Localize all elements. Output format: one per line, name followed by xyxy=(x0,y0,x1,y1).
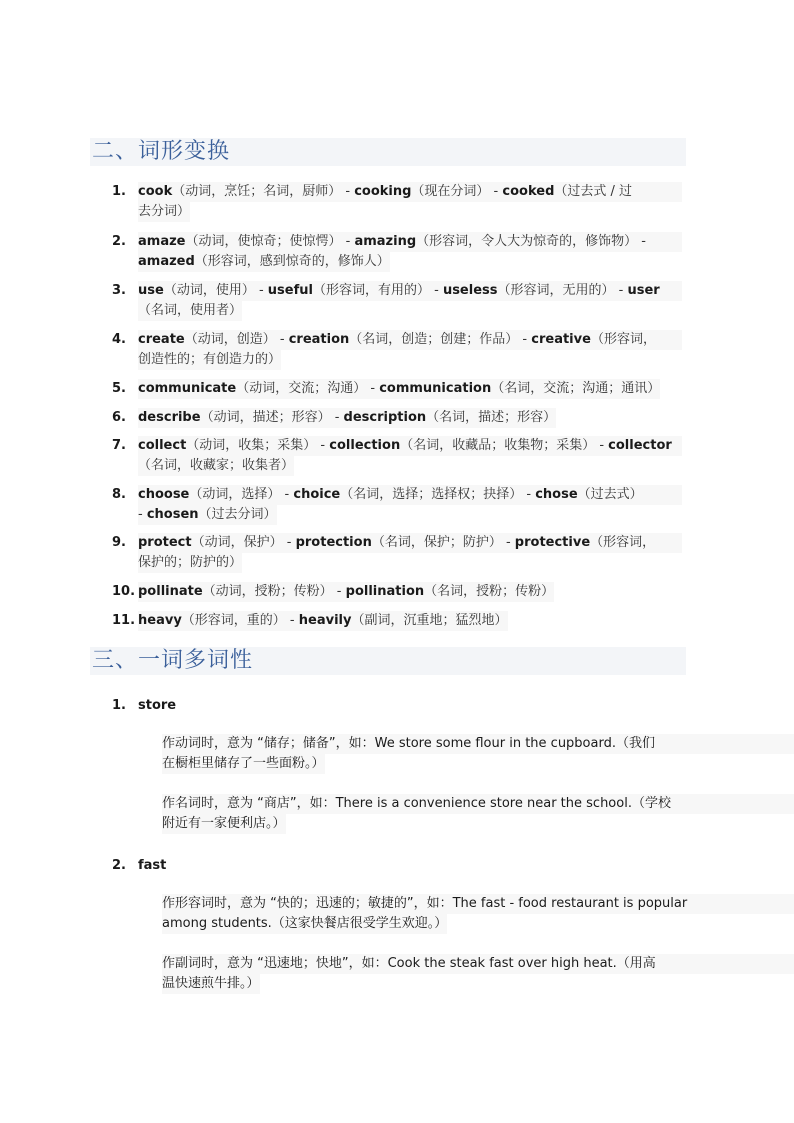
word-form: useful xyxy=(267,283,313,298)
word-gloss: 去分词） xyxy=(138,204,191,219)
word-form: collect xyxy=(138,438,187,453)
item-body xyxy=(138,281,682,321)
item-line xyxy=(138,202,190,222)
item-number: 5. xyxy=(112,381,126,396)
item-body xyxy=(138,436,682,476)
item-number: 7. xyxy=(112,438,126,453)
usage-line: 附近有一家便利店。） xyxy=(162,814,286,834)
word-gloss: （名词，使用者） xyxy=(138,303,243,318)
word-form: protection xyxy=(295,535,372,550)
usage-line: among students.（这家快餐店很受学生欢迎。） xyxy=(162,914,447,934)
item-line xyxy=(138,553,242,573)
word-gloss: （动词，交流；沟通） - xyxy=(236,381,380,396)
word-gloss: （形容词，无用的） - xyxy=(497,283,628,298)
item-line xyxy=(138,301,242,321)
word-gloss: （动词，选择） - xyxy=(189,487,294,502)
word-form: cooking xyxy=(354,184,412,199)
item-line xyxy=(138,485,682,505)
word-gloss: （形容词，有用的） - xyxy=(312,283,443,298)
entry-heading xyxy=(112,696,176,716)
word-gloss: 创造性的；有创造力的） xyxy=(138,352,282,367)
section-heading-multi-pos: 三、一词多词性 xyxy=(90,647,686,675)
entry-heading xyxy=(112,856,166,876)
entry-word: fast xyxy=(138,858,167,873)
item-line xyxy=(138,182,682,202)
item-number: 2. xyxy=(112,234,126,249)
item-body xyxy=(138,582,682,602)
section-heading-word-forms: 二、词形变换 xyxy=(90,138,686,166)
entry-word: store xyxy=(138,698,177,713)
word-form-item xyxy=(112,232,682,272)
word-form: collector xyxy=(608,438,672,453)
item-body xyxy=(138,485,682,525)
usage-line: 温快速煎牛排。） xyxy=(162,974,260,994)
entry-number: 1. xyxy=(112,698,126,713)
word-form: use xyxy=(138,283,164,298)
item-number: 9. xyxy=(112,535,126,550)
usage-line: 作名词时，意为 “商店”，如：There is a convenience store near the school.（学校 xyxy=(162,794,794,814)
word-form: communication xyxy=(379,381,492,396)
word-gloss: （形容词，重的） - xyxy=(181,613,299,628)
item-line xyxy=(138,252,390,272)
word-gloss: （动词，授粉；传粉） - xyxy=(202,584,346,599)
item-line xyxy=(138,379,660,399)
item-line xyxy=(138,330,682,350)
item-number: 6. xyxy=(112,410,126,425)
word-form: choice xyxy=(293,487,341,502)
word-gloss: - xyxy=(138,507,147,522)
word-form: heavily xyxy=(298,613,352,628)
word-form: description xyxy=(343,410,427,425)
word-gloss: （名词，保护；防护） - xyxy=(371,535,515,550)
word-gloss: （过去分词） xyxy=(198,507,277,522)
word-form: cook xyxy=(138,184,173,199)
word-gloss: （过去式） xyxy=(577,487,643,502)
word-gloss: （名词，交流；沟通；通讯） xyxy=(491,381,661,396)
word-form: cooked xyxy=(502,184,555,199)
word-form-item xyxy=(112,330,682,370)
word-gloss: （形容词， xyxy=(590,535,656,550)
word-form: heavy xyxy=(138,613,182,628)
usage-example xyxy=(162,734,794,774)
item-line xyxy=(138,505,277,525)
word-gloss: （动词，烹饪；名词，厨师） - xyxy=(172,184,355,199)
word-gloss: （动词，创造） - xyxy=(184,332,289,347)
word-form: choose xyxy=(138,487,190,502)
word-gloss: （过去式 / 过 xyxy=(554,184,633,199)
word-form-item xyxy=(112,182,682,222)
item-body xyxy=(138,533,682,573)
word-gloss: （动词，使用） - xyxy=(163,283,268,298)
word-form: amaze xyxy=(138,234,186,249)
item-line xyxy=(138,281,682,301)
word-form: amazed xyxy=(138,254,195,269)
word-form: protect xyxy=(138,535,192,550)
item-number: 1. xyxy=(112,184,126,199)
word-form: protective xyxy=(514,535,591,550)
word-form: create xyxy=(138,332,185,347)
word-form-item xyxy=(112,533,682,573)
word-form: amazing xyxy=(354,234,417,249)
word-gloss: 保护的；防护的） xyxy=(138,555,243,570)
item-line xyxy=(138,456,294,476)
word-gloss: （动词，使惊奇；使惊愕） - xyxy=(185,234,355,249)
word-gloss: （动词，收集；采集） - xyxy=(186,438,330,453)
word-gloss: （名词，授粉；传粉） xyxy=(424,584,555,599)
item-body xyxy=(138,408,682,428)
word-gloss: （动词，描述；形容） - xyxy=(200,410,344,425)
item-line xyxy=(138,582,554,602)
usage-line: 作副词时，意为 “迅速地；快地”，如：Cook the steak fast over high heat.（用高 xyxy=(162,954,794,974)
usage-line: 作形容词时，意为 “快的；迅速的；敏捷的”，如：The fast - food restaurant is popular xyxy=(162,894,794,914)
item-line xyxy=(138,436,682,456)
word-gloss: （形容词， xyxy=(590,332,656,347)
word-form: useless xyxy=(442,283,498,298)
word-gloss: （名词，选择；选择权；抉择） - xyxy=(340,487,536,502)
word-form: creative xyxy=(531,332,591,347)
item-body xyxy=(138,611,682,631)
word-gloss: （动词，保护） - xyxy=(191,535,296,550)
item-line xyxy=(138,350,281,370)
word-form-item xyxy=(112,485,682,525)
word-form-item xyxy=(112,379,682,399)
usage-example xyxy=(162,954,794,994)
usage-line: 在橱柜里储存了一些面粉。） xyxy=(162,754,325,774)
word-form: describe xyxy=(138,410,201,425)
item-number: 8. xyxy=(112,487,126,502)
item-body xyxy=(138,232,682,272)
item-number: 3. xyxy=(112,283,126,298)
word-form-item xyxy=(112,408,682,428)
item-number: 4. xyxy=(112,332,126,347)
item-line xyxy=(138,408,556,428)
item-body xyxy=(138,379,682,399)
word-form-item xyxy=(112,582,682,602)
item-line xyxy=(138,533,682,553)
word-form: chose xyxy=(535,487,578,502)
word-gloss: （名词，描述；形容） xyxy=(426,410,557,425)
item-number: 11. xyxy=(112,613,136,628)
word-form: chosen xyxy=(146,507,199,522)
word-gloss: （名词，创造；创建；作品） - xyxy=(349,332,532,347)
word-gloss: （形容词，令人大为惊奇的，修饰物） - xyxy=(416,234,646,249)
word-form: creation xyxy=(288,332,350,347)
word-gloss: （名词，收藏品；收集物；采集） - xyxy=(400,438,609,453)
entry-number: 2. xyxy=(112,858,126,873)
usage-line: 作动词时，意为 “储存；储备”，如：We store some flour in the cupboard.（我们 xyxy=(162,734,794,754)
word-form-item xyxy=(112,611,682,631)
word-form: user xyxy=(627,283,660,298)
word-gloss: （副词，沉重地；猛烈地） xyxy=(351,613,508,628)
item-line xyxy=(138,232,682,252)
word-form-item xyxy=(112,281,682,321)
usage-example xyxy=(162,794,794,834)
item-body xyxy=(138,182,682,222)
word-gloss: （名词，收藏家；收集者） xyxy=(138,458,295,473)
word-form: pollinate xyxy=(138,584,203,599)
word-gloss: （形容词，感到惊奇的，修饰人） xyxy=(194,254,390,269)
word-form-item xyxy=(112,436,682,476)
word-form: communicate xyxy=(138,381,237,396)
word-form: pollination xyxy=(345,584,425,599)
word-form: collection xyxy=(329,438,401,453)
usage-example xyxy=(162,894,794,934)
item-number: 10. xyxy=(112,584,136,599)
item-body xyxy=(138,330,682,370)
word-gloss: （现在分词） - xyxy=(411,184,503,199)
item-line xyxy=(138,611,508,631)
